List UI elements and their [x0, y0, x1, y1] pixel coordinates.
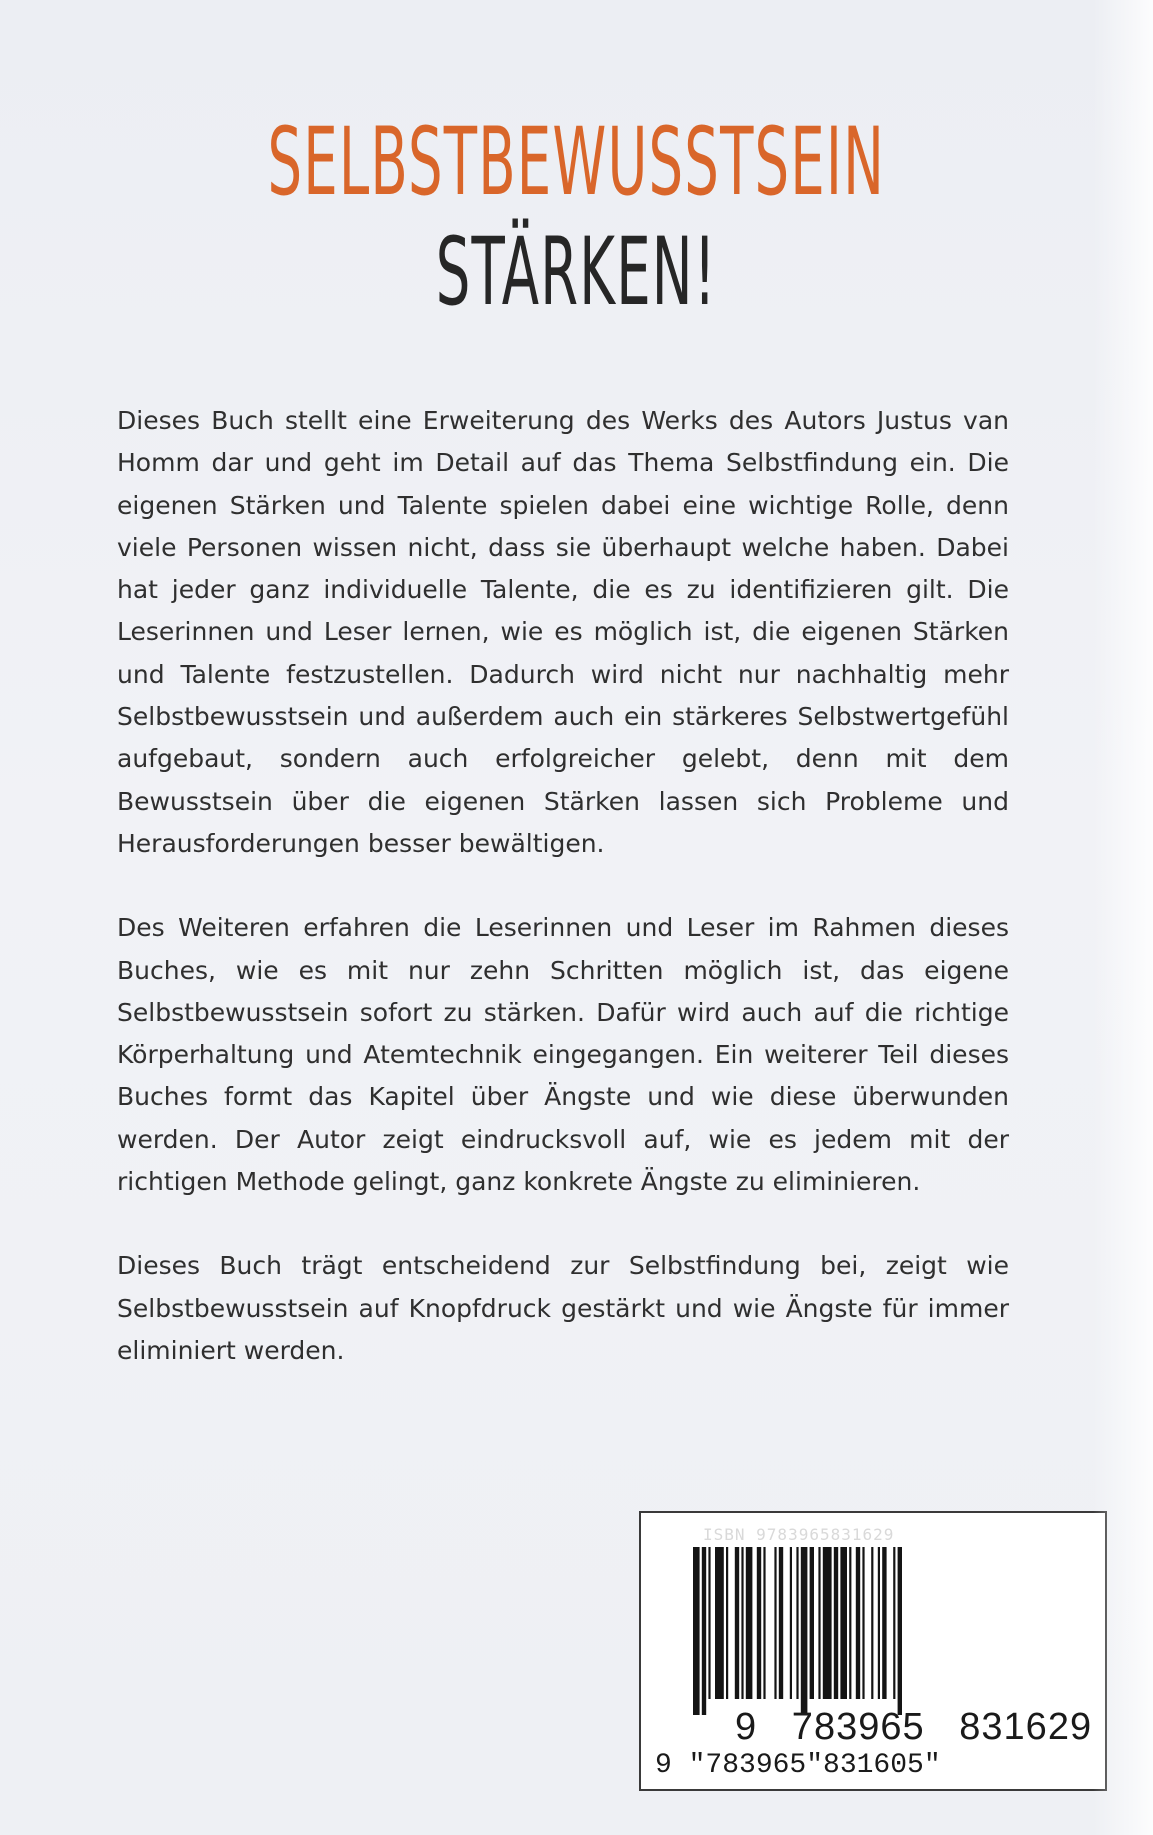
- barcode-bar: [741, 1547, 743, 1699]
- barcode-bar: [746, 1547, 753, 1699]
- barcode-bar: [823, 1547, 832, 1699]
- title-line-1: SELBSTBEWUSSTSEIN: [267, 108, 886, 217]
- barcode-bar: [862, 1547, 864, 1699]
- barcode-digits-original: 9 "783965"831605": [655, 1750, 941, 1781]
- barcode-bar: [796, 1547, 798, 1699]
- barcode-bar: [893, 1547, 895, 1699]
- barcode-sticker: [671, 1521, 1095, 1747]
- blurb-text: [117, 400, 1009, 1414]
- barcode-bar: [878, 1547, 880, 1699]
- barcode-bar: [810, 1547, 814, 1699]
- title-line-2: STÄRKEN!: [435, 218, 717, 327]
- barcode-bar: [757, 1547, 761, 1699]
- barcode-bar: [715, 1547, 724, 1699]
- barcode-digits-sticker: 9 783965 831629: [735, 1706, 1093, 1748]
- barcode-bar: [702, 1547, 706, 1715]
- barcode-bar: [834, 1547, 838, 1699]
- barcode-bar: [882, 1547, 886, 1699]
- barcode-bar: [790, 1547, 792, 1699]
- barcode-bar: [774, 1547, 776, 1699]
- barcode-bar: [871, 1547, 873, 1699]
- barcode-bar: [763, 1547, 765, 1699]
- barcode-bar: [735, 1547, 739, 1699]
- barcode-bar: [856, 1547, 860, 1699]
- barcode-bar: [840, 1547, 847, 1699]
- blurb-paragraph-1: Dieses Buch stellt eine Erweiterung des Werks des Autors Justus van Homm dar und geht im Detail auf das Thema Selbstfindung ein. Die eigenen Stärken und Talente spielen dabei eine wichtige Rolle, denn viele Personen wissen nicht, dass sie überhaupt welche haben. Dabei hat jeder ganz individuelle Talente, die es zu identifizieren gilt. Die Leserinnen und Leser lernen, wie es möglich ist, die eigenen Stärken und Talente festzustellen. Dadurch wird nicht nur nachhaltig mehr Selbstbewusstsein und außerdem auch ein stärkeres Selbstwertgefühl aufgebaut, sondern auch erfolgreicher gelebt, denn mit dem Bewusstsein über die eigenen Stärken lassen sich Probleme und Herausforderungen besser bewältigen.: [117, 406, 1009, 858]
- barcode-bar: [898, 1547, 902, 1715]
- barcode-bar: [708, 1547, 710, 1699]
- blurb-paragraph-3: Dieses Buch trägt entscheidend zur Selbstfindung bei, zeigt wie Selbstbewusstsein auf Knopfdruck gestärkt und wie Ängste für immer eliminiert werden.: [117, 1251, 1009, 1365]
- faint-isbn-text: ISBN 9783965831629: [703, 1525, 895, 1544]
- barcode-bar: [849, 1547, 851, 1699]
- barcode-area: [639, 1511, 1107, 1791]
- barcode-bar: [818, 1547, 820, 1699]
- barcode-bar: [693, 1547, 700, 1715]
- blurb-paragraph-2: Des Weiteren erfahren die Leserinnen und Leser im Rahmen dieses Buches, wie es mit nur zehn Schritten möglich ist, das eigene Selbstbewusstsein sofort zu stärken. Dafür wird auch auf die richtige Körperhaltung und Atemtechnik eingegangen. Ein weiterer Teil dieses Buches formt das Kapitel über Ängste und wie diese überwunden werden. Der Autor zeigt eindrucksvoll auf, wie es jedem mit der richtigen Methode gelingt, ganz konkrete Ängste zu eliminieren.: [117, 913, 1009, 1197]
- barcode-bar: [779, 1547, 783, 1699]
- barcode-bar: [726, 1547, 728, 1699]
- barcode-bar: [801, 1547, 808, 1715]
